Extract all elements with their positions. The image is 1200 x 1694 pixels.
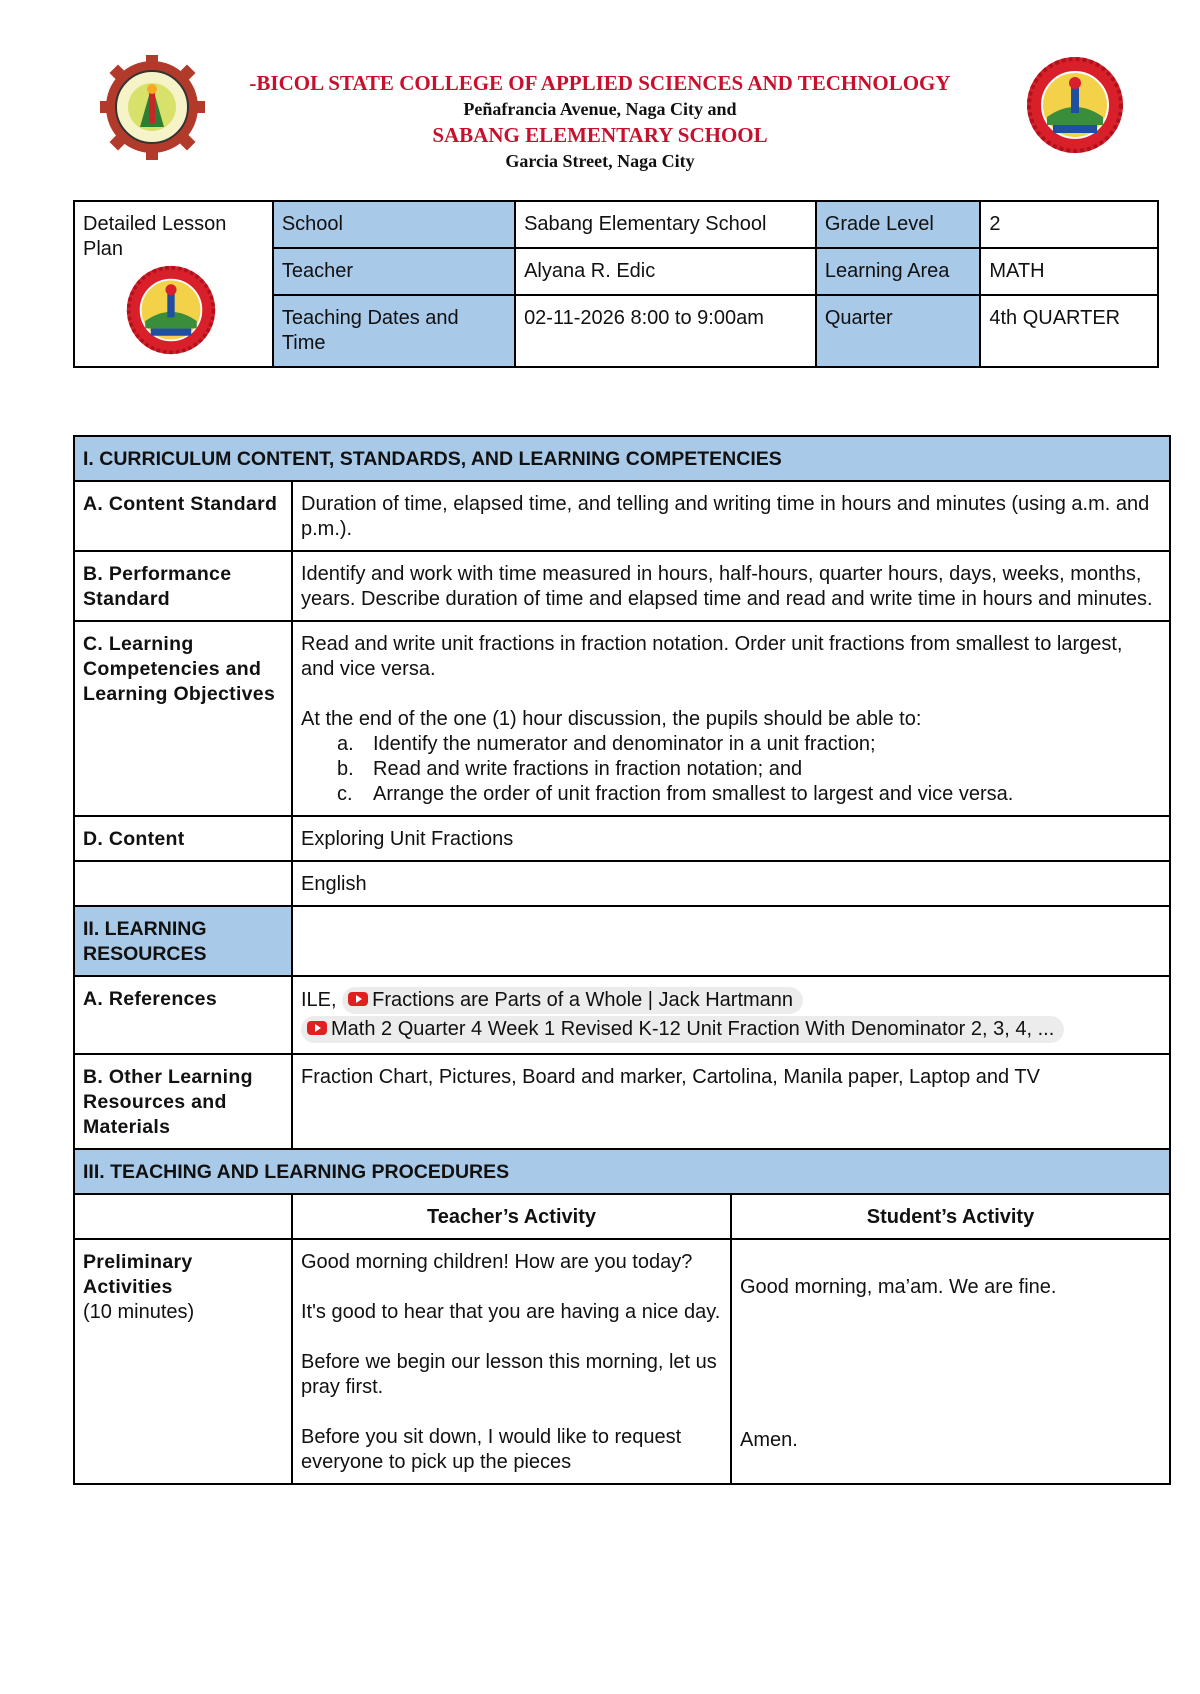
school-label: School bbox=[273, 201, 515, 248]
reference-link-2[interactable] bbox=[301, 1016, 1064, 1043]
teacher-line: Before we begin our lesson this morning, let us pray first. bbox=[301, 1351, 717, 1398]
empty-label-cell bbox=[74, 861, 292, 906]
teacher-line: Good morning children! How are you today? bbox=[301, 1251, 693, 1273]
lesson-plan-table bbox=[73, 435, 1171, 1485]
objectives-list bbox=[301, 732, 1161, 807]
objectives-intro: At the end of the one (1) hour discussion, the pupils should be able to: bbox=[301, 708, 922, 730]
curriculum-heading: I. CURRICULUM CONTENT, STANDARDS, AND LEARNING COMPETENCIES bbox=[74, 436, 1170, 481]
quarter-label: Quarter bbox=[816, 295, 981, 367]
school-seal-logo-small bbox=[125, 264, 217, 363]
teacher-activity-cell bbox=[292, 1239, 731, 1484]
reference-link-2-text: Math 2 Quarter 4 Week 1 Revised K-12 Unit Fraction With Denominator 2, 3, 4, ... bbox=[331, 1018, 1055, 1040]
youtube-icon bbox=[348, 992, 368, 1006]
youtube-icon bbox=[307, 1021, 327, 1035]
other-resources-label: B. Other Learning Resources and Materials bbox=[74, 1054, 292, 1149]
performance-standard-label: B. Performance Standard bbox=[74, 551, 292, 621]
objective-text: Arrange the order of unit fraction from smallest to largest and vice versa. bbox=[373, 783, 1014, 805]
competency-text: Read and write unit fractions in fraction notation. Order unit fractions from smallest to largest, and vice versa. bbox=[301, 633, 1123, 680]
objective-text: Identify the numerator and denominator in a unit fraction; bbox=[373, 733, 876, 755]
preliminary-activities-cell bbox=[74, 1239, 292, 1484]
performance-standard-value: Identify and work with time measured in hours, half-hours, quarter hours, days, weeks, months, years. Describe duration of time and elapsed time and read and write time in hours and minutes. bbox=[292, 551, 1170, 621]
list-marker: b. bbox=[337, 758, 354, 780]
list-item bbox=[337, 732, 1161, 757]
content-standard-value: Duration of time, elapsed time, and telling and writing time in hours and minutes (using a.m. and p.m.). bbox=[292, 481, 1170, 551]
teaching-dates-value: 02-11-2026 8:00 to 9:00am bbox=[515, 295, 816, 367]
school-address: Garcia Street, Naga City bbox=[505, 151, 695, 171]
teacher-label: Teacher bbox=[273, 248, 515, 295]
content-value: Exploring Unit Fractions bbox=[292, 816, 1170, 861]
detailed-lesson-plan-cell bbox=[74, 201, 273, 367]
reference-link-1[interactable] bbox=[342, 987, 803, 1014]
learning-area-value: MATH bbox=[980, 248, 1158, 295]
references-cell bbox=[292, 976, 1170, 1054]
school-seal-logo bbox=[1025, 55, 1125, 155]
detailed-lesson-plan-label: Detailed Lesson Plan bbox=[83, 213, 227, 260]
teacher-line: Before you sit down, I would like to request everyone to pick up the pieces bbox=[301, 1426, 682, 1473]
teacher-line: It's good to hear that you are having a nice day. bbox=[301, 1301, 721, 1323]
college-name: -BICOL STATE COLLEGE OF APPLIED SCIENCES AND TECHNOLOGY bbox=[249, 71, 951, 95]
objective-text: Read and write fractions in fraction notation; and bbox=[373, 758, 803, 780]
bisu-college-logo bbox=[100, 55, 205, 160]
teaching-dates-label: Teaching Dates and Time bbox=[273, 295, 515, 367]
references-label: A. References bbox=[74, 976, 292, 1054]
school-value: Sabang Elementary School bbox=[515, 201, 816, 248]
learning-area-label: Learning Area bbox=[816, 248, 981, 295]
teacher-value: Alyana R. Edic bbox=[515, 248, 816, 295]
language-value: English bbox=[292, 861, 1170, 906]
learning-competencies-label: C. Learning Competencies and Learning Objectives bbox=[74, 621, 292, 816]
preliminary-activities-time: (10 minutes) bbox=[83, 1301, 195, 1323]
learning-resources-empty bbox=[292, 906, 1170, 976]
list-marker: c. bbox=[337, 783, 353, 805]
student-activity-header: Student’s Activity bbox=[731, 1194, 1170, 1239]
teacher-activity-header: Teacher’s Activity bbox=[292, 1194, 731, 1239]
grade-level-label: Grade Level bbox=[816, 201, 981, 248]
empty-header-cell bbox=[74, 1194, 292, 1239]
quarter-value: 4th QUARTER bbox=[980, 295, 1158, 367]
college-address: Peñafrancia Avenue, Naga City and bbox=[463, 99, 737, 119]
list-item bbox=[337, 757, 1161, 782]
student-activity-cell bbox=[731, 1239, 1170, 1484]
learning-competencies-cell bbox=[292, 621, 1170, 816]
list-item bbox=[337, 782, 1161, 807]
institution-header bbox=[200, 70, 1000, 174]
content-standard-label: A. Content Standard bbox=[74, 481, 292, 551]
content-label: D. Content bbox=[74, 816, 292, 861]
student-line: Good morning, ma’am. We are fine. bbox=[740, 1276, 1057, 1298]
preliminary-activities-label: Preliminary Activities bbox=[83, 1251, 193, 1298]
student-line: Amen. bbox=[740, 1429, 798, 1451]
reference-link-1-text: Fractions are Parts of a Whole | Jack Hartmann bbox=[372, 989, 794, 1011]
lesson-info-table bbox=[73, 200, 1159, 368]
school-name: SABANG ELEMENTARY SCHOOL bbox=[432, 123, 768, 147]
references-prefix: ILE, bbox=[301, 989, 337, 1011]
list-marker: a. bbox=[337, 733, 354, 755]
other-resources-value: Fraction Chart, Pictures, Board and marker, Cartolina, Manila paper, Laptop and TV bbox=[292, 1054, 1170, 1149]
learning-resources-heading: II. LEARNING RESOURCES bbox=[74, 906, 292, 976]
procedures-heading: III. TEACHING AND LEARNING PROCEDURES bbox=[74, 1149, 1170, 1194]
grade-level-value: 2 bbox=[980, 201, 1158, 248]
